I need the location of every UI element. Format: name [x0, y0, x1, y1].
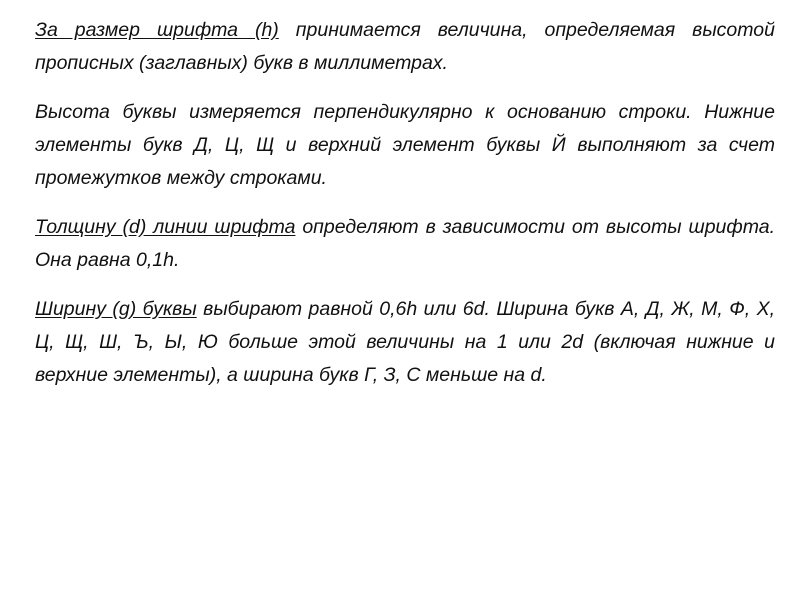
paragraph-line-thickness-text: определяют в зависимости от высоты шрифта. Она равна 0,1h.	[35, 216, 775, 271]
paragraph-line-thickness	[35, 211, 775, 277]
paragraph-font-size-text: принимается величина, определяемая высотой прописных (заглавных) букв в миллиметрах.	[35, 19, 775, 74]
term-line-thickness: Толщину (d) линии шрифта	[35, 216, 296, 238]
paragraph-font-size	[35, 14, 775, 80]
paragraph-letter-width	[35, 293, 775, 392]
paragraph-letter-height	[35, 96, 775, 195]
paragraph-letter-height-text: Высота буквы измеряется перпендикулярно к основанию строки. Нижние элементы букв Д, Ц, Щ и верхний элемент буквы Й выполняют за счет промежутков между строками.	[35, 101, 775, 189]
slide-text-body	[35, 14, 775, 408]
paragraph-letter-width-text: выбирают равной 0,6h или 6d. Ширина букв А, Д, Ж, М, Ф, Х, Ц, Щ, Ш, Ъ, Ы, Ю больше этой величины на 1 или 2d (включая нижние и верхние элементы), а ширина букв Г, З, С меньше на d.	[35, 298, 776, 386]
term-letter-width: Ширину (g) буквы	[35, 298, 197, 320]
term-font-size: За размер шрифта (h)	[35, 19, 279, 41]
